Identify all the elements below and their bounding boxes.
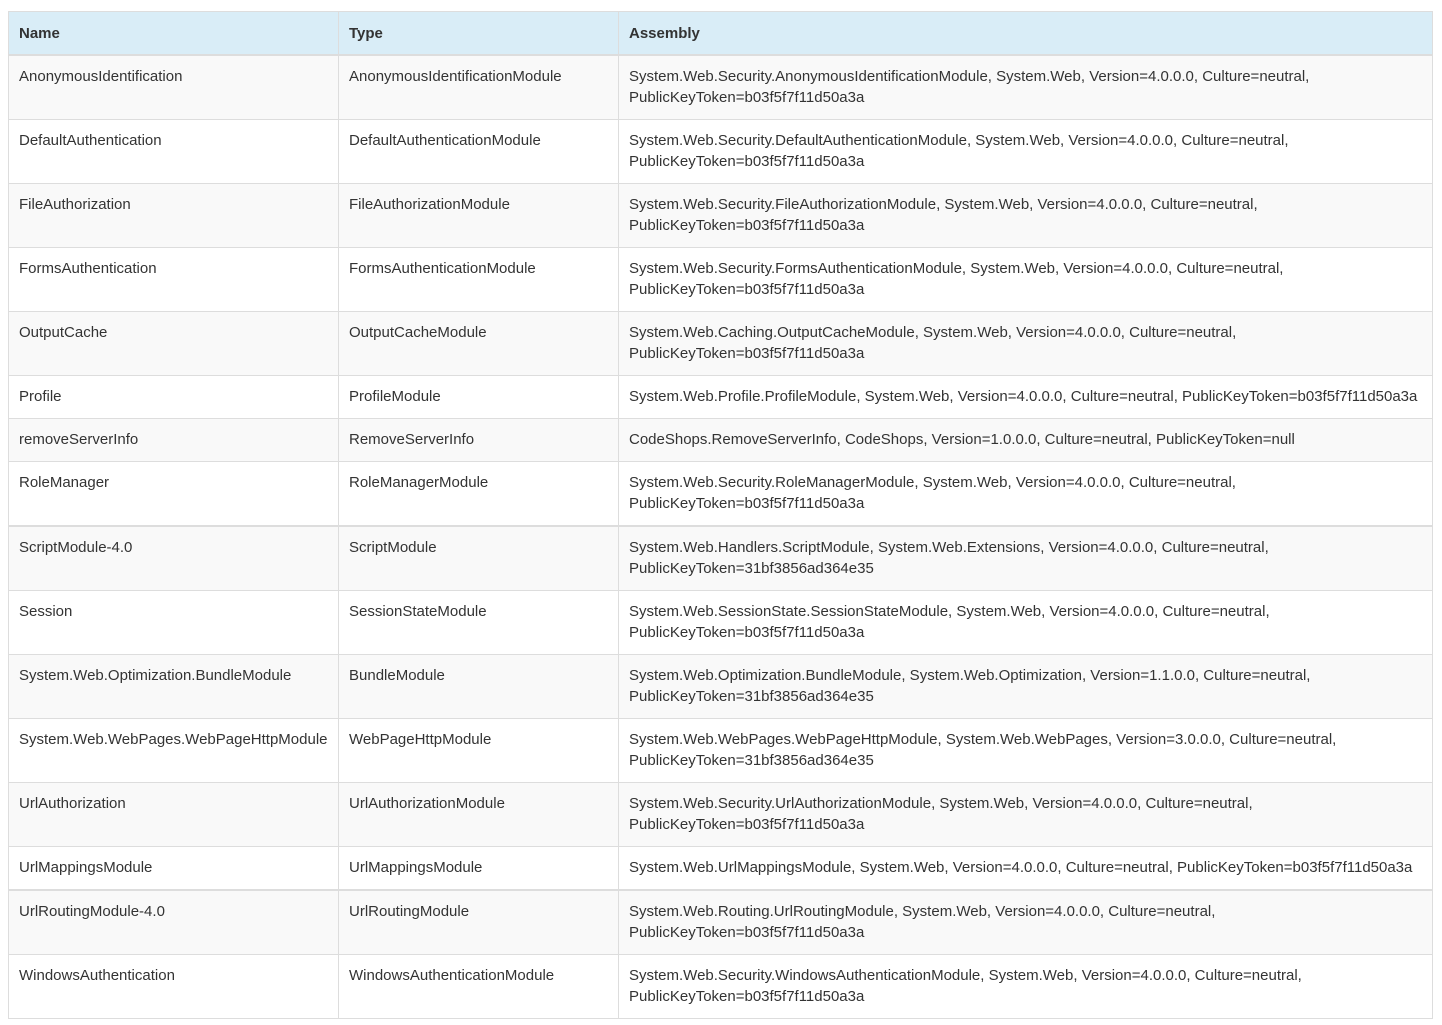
cell-name: UrlAuthorization bbox=[9, 783, 339, 847]
cell-assembly bbox=[619, 55, 1433, 120]
assembly-line-2: PublicKeyToken=b03f5f7f11d50a3a bbox=[629, 624, 865, 641]
table-row[interactable] bbox=[9, 312, 1433, 376]
cell-type: BundleModule bbox=[339, 655, 619, 719]
assembly-line-2: PublicKeyToken=b03f5f7f11d50a3a bbox=[629, 924, 865, 941]
cell-type: OutputCacheModule bbox=[339, 312, 619, 376]
cell-type: WebPageHttpModule bbox=[339, 719, 619, 783]
assembly-line-1: System.Web.UrlMappingsModule, System.Web, Version=4.0.0.0, Culture=neutral, PublicKeyToken=b03f5f7f11d50a3a bbox=[629, 859, 1413, 876]
column-header-type[interactable]: Type bbox=[339, 12, 619, 56]
cell-name: OutputCache bbox=[9, 312, 339, 376]
cell-assembly bbox=[619, 890, 1433, 955]
assembly-line-2: PublicKeyToken=31bf3856ad364e35 bbox=[629, 752, 874, 769]
cell-type: UrlMappingsModule bbox=[339, 847, 619, 891]
assembly-line-2: PublicKeyToken=31bf3856ad364e35 bbox=[629, 688, 874, 705]
cell-type: ProfileModule bbox=[339, 376, 619, 419]
cell-type: WindowsAuthenticationModule bbox=[339, 955, 619, 1019]
table-row[interactable] bbox=[9, 55, 1433, 120]
cell-assembly bbox=[619, 719, 1433, 783]
table-row[interactable] bbox=[9, 184, 1433, 248]
assembly-line-1: System.Web.Security.UrlAuthorizationModule, System.Web, Version=4.0.0.0, Culture=neutral, bbox=[629, 795, 1253, 812]
table-row[interactable] bbox=[9, 120, 1433, 184]
assembly-line-1: System.Web.Security.WindowsAuthenticationModule, System.Web, Version=4.0.0.0, Culture=neutral, bbox=[629, 967, 1302, 984]
cell-name: WindowsAuthentication bbox=[9, 955, 339, 1019]
cell-name: AnonymousIdentification bbox=[9, 55, 339, 120]
cell-type: FileAuthorizationModule bbox=[339, 184, 619, 248]
cell-type: ScriptModule bbox=[339, 526, 619, 591]
table-header-row bbox=[9, 12, 1433, 56]
cell-assembly bbox=[619, 955, 1433, 1019]
modules-table-container bbox=[8, 11, 1432, 1019]
cell-assembly bbox=[619, 783, 1433, 847]
cell-type: FormsAuthenticationModule bbox=[339, 248, 619, 312]
assembly-line-2: PublicKeyToken=b03f5f7f11d50a3a bbox=[629, 217, 865, 234]
table-row[interactable] bbox=[9, 955, 1433, 1019]
cell-type: AnonymousIdentificationModule bbox=[339, 55, 619, 120]
assembly-line-1: System.Web.Handlers.ScriptModule, System.Web.Extensions, Version=4.0.0.0, Culture=neutral, bbox=[629, 539, 1269, 556]
assembly-line-2: PublicKeyToken=b03f5f7f11d50a3a bbox=[629, 495, 865, 512]
cell-name: DefaultAuthentication bbox=[9, 120, 339, 184]
column-header-assembly[interactable]: Assembly bbox=[619, 12, 1433, 56]
assembly-line-1: System.Web.Security.AnonymousIdentificationModule, System.Web, Version=4.0.0.0, Culture=neutral, bbox=[629, 68, 1310, 85]
cell-type: RemoveServerInfo bbox=[339, 419, 619, 462]
cell-name: ScriptModule-4.0 bbox=[9, 526, 339, 591]
assembly-line-1: System.Web.Security.FileAuthorizationModule, System.Web, Version=4.0.0.0, Culture=neutral, bbox=[629, 196, 1258, 213]
cell-type: SessionStateModule bbox=[339, 591, 619, 655]
assembly-line-1: System.Web.Security.FormsAuthenticationModule, System.Web, Version=4.0.0.0, Culture=neutral, bbox=[629, 260, 1284, 277]
cell-name: System.Web.WebPages.WebPageHttpModule bbox=[9, 719, 339, 783]
assembly-line-1: System.Web.SessionState.SessionStateModule, System.Web, Version=4.0.0.0, Culture=neutral, bbox=[629, 603, 1270, 620]
cell-name: UrlRoutingModule-4.0 bbox=[9, 890, 339, 955]
assembly-line-2: PublicKeyToken=b03f5f7f11d50a3a bbox=[629, 153, 865, 170]
assembly-line-1: System.Web.Security.DefaultAuthenticationModule, System.Web, Version=4.0.0.0, Culture=neutral, bbox=[629, 132, 1289, 149]
table-row[interactable] bbox=[9, 783, 1433, 847]
assembly-line-2: PublicKeyToken=b03f5f7f11d50a3a bbox=[629, 345, 865, 362]
cell-assembly bbox=[619, 462, 1433, 527]
assembly-line-1: System.Web.WebPages.WebPageHttpModule, System.Web.WebPages, Version=3.0.0.0, Culture=neutral, bbox=[629, 731, 1337, 748]
modules-table bbox=[8, 11, 1433, 1019]
table-row[interactable] bbox=[9, 376, 1433, 419]
cell-assembly bbox=[619, 312, 1433, 376]
table-row[interactable] bbox=[9, 248, 1433, 312]
table-body bbox=[9, 55, 1433, 1019]
cell-assembly bbox=[619, 184, 1433, 248]
cell-assembly bbox=[619, 376, 1433, 419]
cell-assembly bbox=[619, 419, 1433, 462]
assembly-line-1: System.Web.Optimization.BundleModule, System.Web.Optimization, Version=1.1.0.0, Culture=neutral, bbox=[629, 667, 1311, 684]
assembly-line-1: CodeShops.RemoveServerInfo, CodeShops, Version=1.0.0.0, Culture=neutral, PublicKeyToken=null bbox=[629, 431, 1295, 448]
table-row[interactable] bbox=[9, 655, 1433, 719]
assembly-line-1: System.Web.Security.RoleManagerModule, System.Web, Version=4.0.0.0, Culture=neutral, bbox=[629, 474, 1236, 491]
assembly-line-2: PublicKeyToken=b03f5f7f11d50a3a bbox=[629, 816, 865, 833]
cell-name: Profile bbox=[9, 376, 339, 419]
assembly-line-2: PublicKeyToken=31bf3856ad364e35 bbox=[629, 560, 874, 577]
cell-name: removeServerInfo bbox=[9, 419, 339, 462]
table-row[interactable] bbox=[9, 591, 1433, 655]
table-row[interactable] bbox=[9, 526, 1433, 591]
assembly-line-1: System.Web.Caching.OutputCacheModule, System.Web, Version=4.0.0.0, Culture=neutral, bbox=[629, 324, 1237, 341]
cell-type: UrlRoutingModule bbox=[339, 890, 619, 955]
table-row[interactable] bbox=[9, 847, 1433, 891]
cell-type: RoleManagerModule bbox=[339, 462, 619, 527]
cell-assembly bbox=[619, 526, 1433, 591]
assembly-line-2: PublicKeyToken=b03f5f7f11d50a3a bbox=[629, 89, 865, 106]
assembly-line-2: PublicKeyToken=b03f5f7f11d50a3a bbox=[629, 988, 865, 1005]
cell-assembly bbox=[619, 655, 1433, 719]
cell-name: System.Web.Optimization.BundleModule bbox=[9, 655, 339, 719]
cell-type: DefaultAuthenticationModule bbox=[339, 120, 619, 184]
column-header-name[interactable]: Name bbox=[9, 12, 339, 56]
cell-name: UrlMappingsModule bbox=[9, 847, 339, 891]
cell-assembly bbox=[619, 248, 1433, 312]
cell-assembly bbox=[619, 591, 1433, 655]
assembly-line-1: System.Web.Profile.ProfileModule, System.Web, Version=4.0.0.0, Culture=neutral, PublicKeyToken=b03f5f7f11d50a3a bbox=[629, 388, 1418, 405]
cell-name: Session bbox=[9, 591, 339, 655]
cell-name: RoleManager bbox=[9, 462, 339, 527]
cell-assembly bbox=[619, 120, 1433, 184]
cell-assembly bbox=[619, 847, 1433, 891]
table-row[interactable] bbox=[9, 890, 1433, 955]
assembly-line-1: System.Web.Routing.UrlRoutingModule, System.Web, Version=4.0.0.0, Culture=neutral, bbox=[629, 903, 1216, 920]
table-row[interactable] bbox=[9, 462, 1433, 527]
table-row[interactable] bbox=[9, 419, 1433, 462]
cell-type: UrlAuthorizationModule bbox=[339, 783, 619, 847]
cell-name: FormsAuthentication bbox=[9, 248, 339, 312]
assembly-line-2: PublicKeyToken=b03f5f7f11d50a3a bbox=[629, 281, 865, 298]
table-row[interactable] bbox=[9, 719, 1433, 783]
cell-name: FileAuthorization bbox=[9, 184, 339, 248]
